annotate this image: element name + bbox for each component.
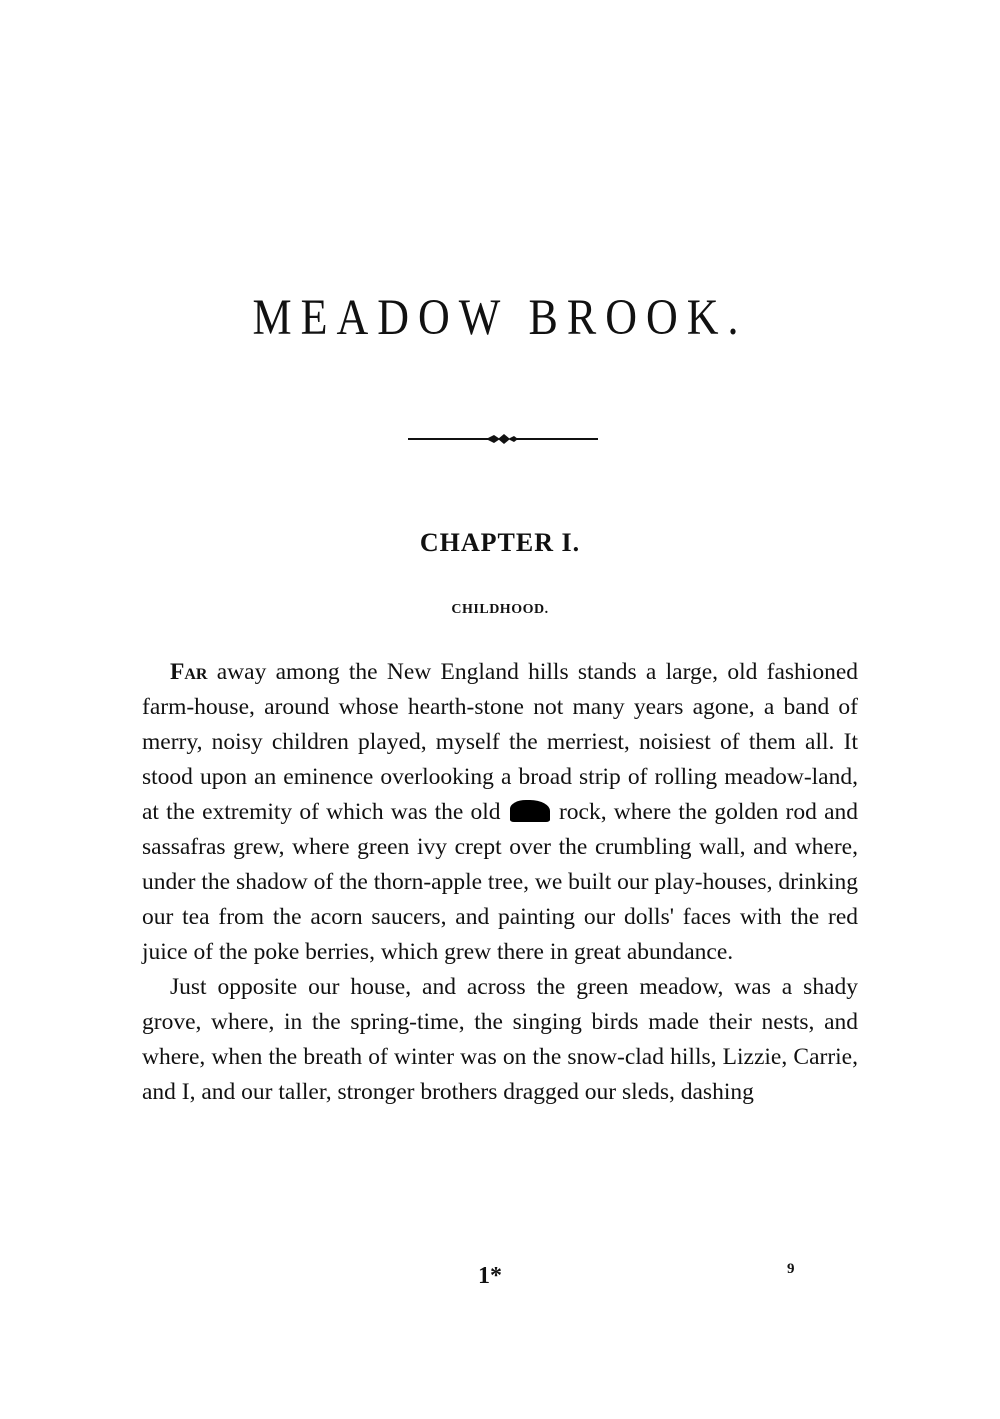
signature-mark: 1* <box>478 1263 502 1289</box>
book-title: MEADOW BROOK. <box>252 289 748 346</box>
paragraph-1-part-3: green ivy crept over the crumbling wall, and where, under the shadow of the thorn-apple tree, we built our play-houses, drinking our tea from the acorn saucers, and painting our dolls' faces with the red juice of the poke berries, which grew there in great abundance. <box>142 834 858 965</box>
paragraph-1-part-2: rock, where the golden rod and sassafras grew, where <box>142 799 859 860</box>
ink-blot <box>510 800 550 822</box>
paragraph-1-part-1: away among the New England hills stands a large, old fashioned farm-house, around whose hearth-stone not many years agone, a band of merry, noisy children played, myself the merriest, noisiest of them all. It stood upon an eminence overlooking a broad strip of rolling meadow-land, at the extremity of which was the old <box>142 659 858 825</box>
paragraph-lead-word: Far <box>170 659 208 685</box>
ornamental-rule <box>408 432 598 446</box>
paragraph-2: Just opposite our house, and across the green meadow, was a shady grove, where, in the spring-time, the singing birds made their nests, and where, when the breath of winter was on the snow-clad hills, Lizzie, Carrie, and I, and our taller, stronger brothers dragged our sleds, dashing <box>142 974 858 1105</box>
chapter-subtitle: CHILDHOOD. <box>451 602 549 617</box>
paragraph-1 <box>142 655 858 970</box>
body-text <box>142 655 858 1110</box>
page-number: 9 <box>787 1261 795 1277</box>
chapter-heading: CHAPTER I. <box>419 528 581 557</box>
